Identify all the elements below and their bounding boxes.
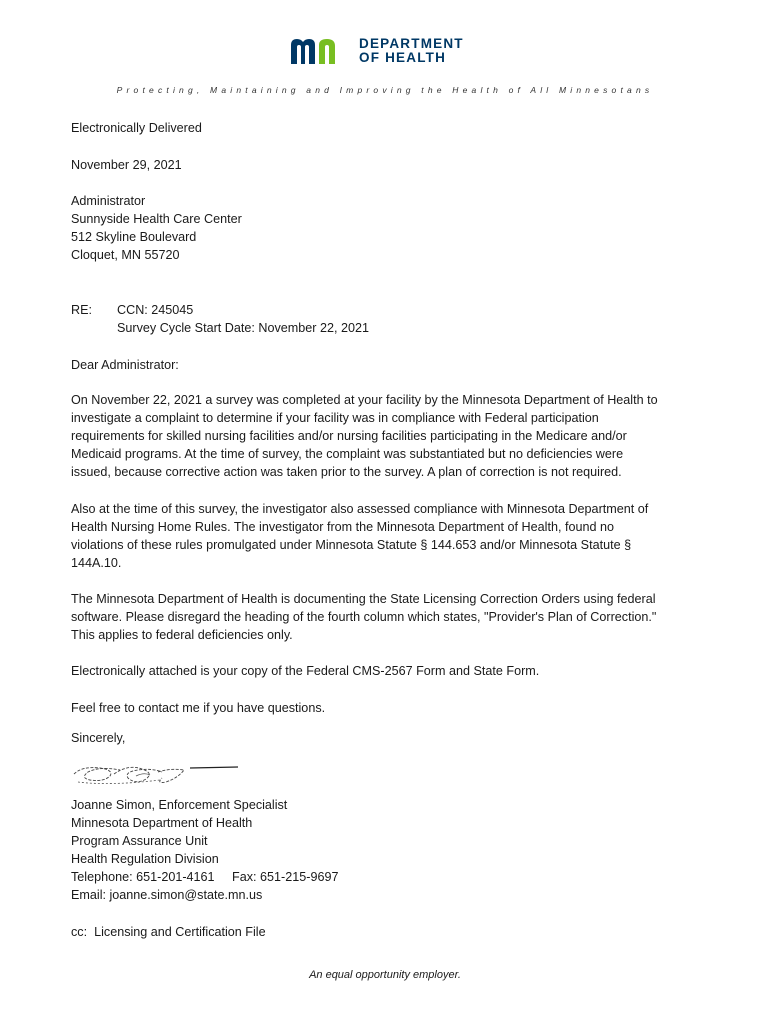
paragraph-state-rules (71, 500, 696, 572)
handwritten-signature (70, 760, 245, 795)
paragraph-line: Medicaid programs. At the time of survey, the complaint was substantiated but no deficiencies were (71, 447, 624, 461)
logo-line-1: DEPARTMENT (359, 36, 464, 51)
logo-wordmark (359, 37, 464, 65)
re-lines (117, 301, 369, 337)
mn-logo-mark-icon (289, 36, 353, 66)
footer-equal-opportunity: An equal opportunity employer. (309, 969, 461, 981)
paragraph-line: violations of these rules promulgated under Minnesota Statute § 144.653 and/or Minnesota Statute § (71, 538, 632, 552)
salutation: Dear Administrator: (71, 358, 179, 372)
recipient-line: Administrator (71, 194, 146, 208)
paragraph-survey-result (71, 391, 696, 481)
signer-name: Joanne Simon, Enforcement Specialist (71, 798, 288, 812)
tagline: Protecting, Maintaining and Improving the Health of All Minnesotans (116, 85, 654, 95)
mdh-logo (289, 34, 464, 68)
paragraph-line: software. Please disregard the heading of the fourth column which states, "Provider's Plan of Correction." (71, 610, 657, 624)
signer-org: Minnesota Department of Health (71, 816, 253, 830)
paragraph-line: On November 22, 2021 a survey was completed at your facility by the Minnesota Department of Health to (71, 393, 658, 407)
paragraph-attachment: Electronically attached is your copy of the Federal CMS-2567 Form and State Form. (71, 664, 540, 678)
signer-email: Email: joanne.simon@state.mn.us (71, 888, 263, 902)
signer-block (71, 796, 696, 904)
paragraph-line: The Minnesota Department of Health is documenting the State Licensing Correction Orders using federal (71, 592, 656, 606)
logo-line-2: OF HEALTH (359, 50, 447, 65)
paragraph-line: Also at the time of this survey, the investigator also assessed compliance with Minnesota Department of (71, 502, 649, 516)
letter-date: November 29, 2021 (71, 158, 182, 172)
paragraph-software-note (71, 590, 696, 644)
cc-line: cc: Licensing and Certification File (71, 925, 266, 939)
re-block (71, 301, 691, 341)
survey-start-line: Survey Cycle Start Date: November 22, 2021 (117, 321, 369, 335)
re-label: RE: (71, 303, 92, 317)
paragraph-line: Health Nursing Home Rules. The investigator from the Minnesota Department of Health, found no (71, 520, 614, 534)
signer-unit: Program Assurance Unit (71, 834, 208, 848)
signer-phone-fax: Telephone: 651-201-4161 Fax: 651-215-9697 (71, 870, 339, 884)
signer-division: Health Regulation Division (71, 852, 219, 866)
closing: Sincerely, (71, 731, 126, 745)
paragraph-line: This applies to federal deficiencies only. (71, 628, 293, 642)
paragraph-contact: Feel free to contact me if you have questions. (71, 701, 326, 715)
recipient-address (71, 192, 696, 264)
delivery-method: Electronically Delivered (71, 121, 202, 135)
paragraph-line: requirements for skilled nursing facilities and/or nursing facilities participating in the Medicare and/or (71, 429, 627, 443)
paragraph-line: issued, because corrective action was taken prior to the survey. A plan of correction is not required. (71, 465, 622, 479)
ccn-line: CCN: 245045 (117, 303, 194, 317)
recipient-line: Cloquet, MN 55720 (71, 248, 180, 262)
paragraph-line: investigate a complaint to determine if your facility was in compliance with Federal participation (71, 411, 599, 425)
recipient-line: 512 Skyline Boulevard (71, 230, 197, 244)
recipient-line: Sunnyside Health Care Center (71, 212, 242, 226)
paragraph-line: 144A.10. (71, 556, 122, 570)
